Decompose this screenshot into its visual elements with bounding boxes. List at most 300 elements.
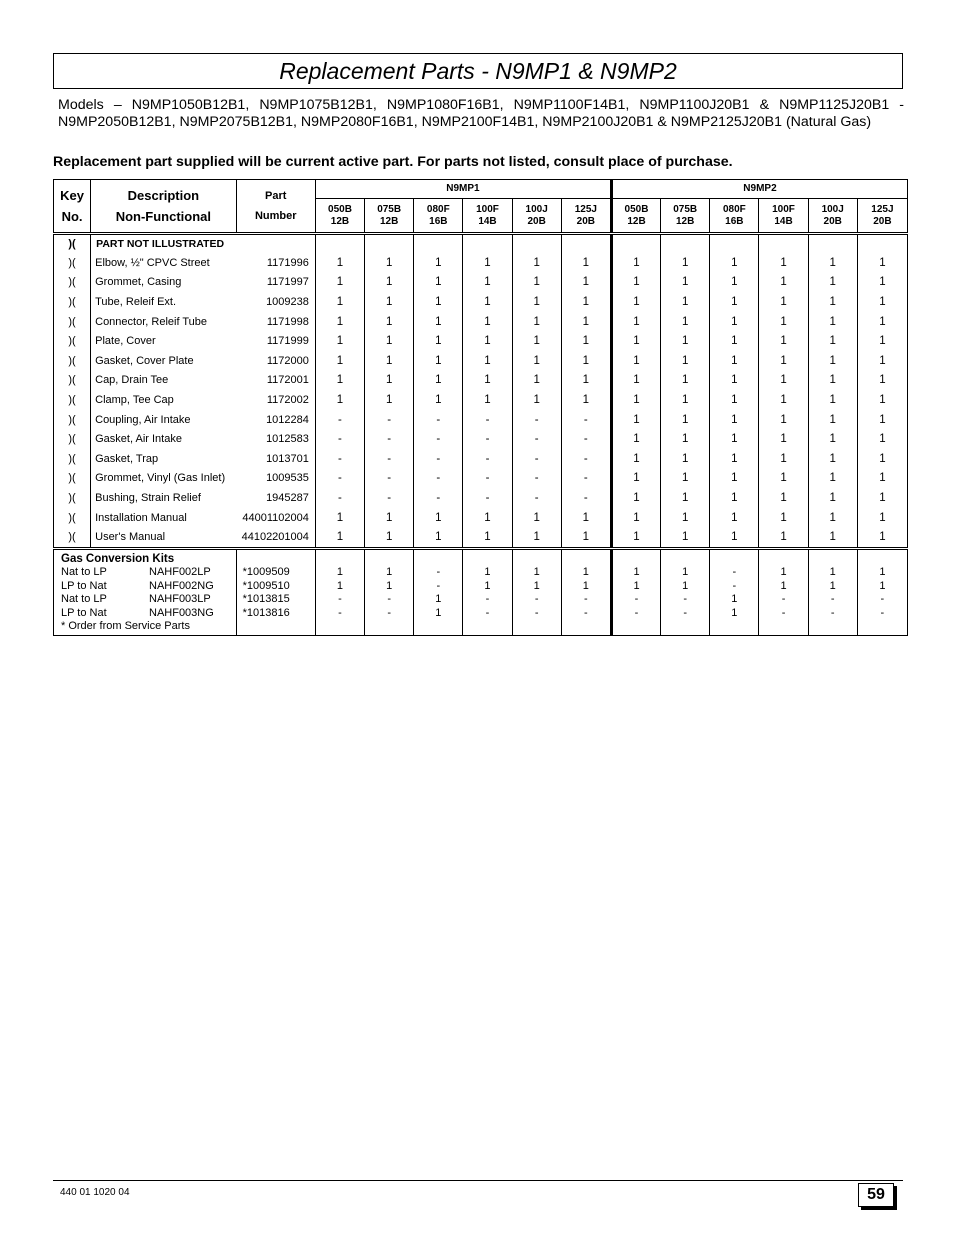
quantity-cell: 1 (808, 488, 857, 508)
page-title: Replacement Parts - N9MP1 & N9MP2 (279, 58, 677, 84)
quantity-cell: 1 (315, 390, 364, 410)
section-row (54, 234, 908, 254)
quantity-cell: 1 (463, 331, 512, 351)
quantity-cell: 1 (710, 253, 759, 273)
quantity-cell: 1 (484, 579, 491, 592)
quantity-cell: 1 (414, 527, 463, 548)
quantity-cell: 1 (808, 253, 857, 273)
model-column-top: 100J (821, 203, 844, 215)
quantity-cell: 1 (829, 566, 836, 579)
quantity-cell: 1 (661, 429, 710, 449)
model-column-header (857, 199, 907, 234)
empty-cell (561, 234, 611, 254)
quantity-cell: 1 (759, 351, 808, 371)
quantity-cell: - (561, 410, 611, 430)
quantity-cell: 1 (315, 312, 364, 332)
quantity-cell: - (414, 410, 463, 430)
table-row (54, 312, 908, 332)
quantity-cell: 1 (561, 508, 611, 528)
model-column-bottom: 16B (429, 215, 448, 227)
quantity-cell: - (880, 606, 885, 619)
quantity-cell: 1 (463, 292, 512, 312)
quantity-cell: - (683, 606, 688, 619)
quantity-cell: 1 (857, 488, 907, 508)
model-column-header (365, 199, 414, 234)
quantity-cell: 1 (661, 331, 710, 351)
quantity-cell: - (512, 469, 561, 489)
quantity-cell: 1 (710, 331, 759, 351)
part-description: Gasket, Cover Plate (95, 354, 194, 367)
gas-kit-quantity-column (414, 548, 463, 635)
quantity-cell: 1 (808, 508, 857, 528)
quantity-cell: 1 (561, 390, 611, 410)
model-column-top: 125J (574, 203, 597, 215)
quantity-cell: - (534, 593, 539, 606)
gas-kit-part-number: *1009510 (242, 579, 290, 592)
quantity-cell: 1 (611, 429, 660, 449)
table-row (54, 390, 908, 410)
page-number: 59 (858, 1183, 894, 1207)
part-number: 1172001 (236, 371, 315, 391)
quantity-cell: - (463, 410, 512, 430)
gas-kit-line (61, 607, 236, 621)
part-number: 1012583 (236, 429, 315, 449)
empty-cell (808, 234, 857, 254)
quantity-cell: 1 (365, 527, 414, 548)
quantity-cell: 1 (512, 371, 561, 391)
part-header-top: Part (265, 190, 287, 202)
quantity-cell: - (732, 579, 737, 592)
quantity-cell: 1 (414, 508, 463, 528)
part-description: Gasket, Trap (95, 452, 159, 465)
quantity-cell: 1 (857, 273, 907, 293)
key-symbol: )( (54, 488, 91, 508)
quantity-cell: 1 (759, 292, 808, 312)
quantity-cell: 1 (661, 527, 710, 548)
supplied-note: Replacement part supplied will be current active part. For parts not listed, consult place of purchase. (53, 154, 733, 170)
quantity-cell: - (315, 449, 364, 469)
quantity-cell: - (436, 566, 441, 579)
quantity-cell: - (512, 488, 561, 508)
quantity-cell: 1 (759, 429, 808, 449)
key-symbol: )( (54, 351, 91, 371)
quantity-cell: 1 (808, 312, 857, 332)
quantity-cell: 1 (780, 579, 787, 592)
description-header-bottom: Non-Functional (115, 209, 212, 224)
model-column-header (561, 199, 611, 234)
model-column-top: 100J (525, 203, 548, 215)
quantity-cell: 1 (315, 292, 364, 312)
quantity-cell: - (463, 429, 512, 449)
part-description: Plate, Cover (95, 335, 156, 348)
quantity-cell: 1 (661, 449, 710, 469)
gas-kit-quantity-column (315, 548, 364, 635)
quantity-cell: 1 (661, 410, 710, 430)
model-column-header (611, 199, 660, 234)
quantity-cell: 1 (611, 390, 660, 410)
quantity-cell: 1 (611, 488, 660, 508)
quantity-cell: 1 (611, 508, 660, 528)
quantity-cell: 1 (731, 606, 738, 619)
quantity-cell: - (561, 449, 611, 469)
quantity-cell: 1 (857, 253, 907, 273)
gas-kit-quantity-column (710, 548, 759, 635)
key-symbol: )( (54, 273, 91, 293)
quantity-cell: 1 (857, 469, 907, 489)
quantity-cell: 1 (365, 371, 414, 391)
quantity-cell: 1 (857, 527, 907, 548)
part-description: Clamp, Tee Cap (95, 393, 174, 406)
part-number: 1945287 (236, 488, 315, 508)
quantity-cell: - (830, 606, 835, 619)
quantity-cell: 1 (759, 508, 808, 528)
gas-kit-quantity-column (661, 548, 710, 635)
table-row (54, 410, 908, 430)
key-symbol: )( (54, 312, 91, 332)
model-column-bottom: 16B (725, 215, 744, 227)
quantity-cell: 1 (414, 351, 463, 371)
table-row (54, 331, 908, 351)
quantity-cell: 1 (661, 253, 710, 273)
gas-conversion-type: Nat to LP (61, 566, 107, 579)
section-label: PART NOT ILLUSTRATED (96, 238, 225, 250)
quantity-cell: 1 (661, 488, 710, 508)
quantity-cell: 1 (561, 273, 611, 293)
quantity-cell: 1 (710, 469, 759, 489)
quantity-cell: 1 (365, 253, 414, 273)
quantity-cell: 1 (512, 390, 561, 410)
gas-kit-quantity-column (512, 548, 561, 635)
quantity-cell: 1 (808, 429, 857, 449)
quantity-cell: - (561, 488, 611, 508)
models-list: – N9MP1050B12B1, N9MP1075B12B1, N9MP1080F16B1, N9MP1100F14B1, N9MP1100J20B1 & N9MP1125J20B1 - N9MP2050B12B1, N9MP2075B12B1, N9MP2080F16B1, N9MP2100F14B1, N9MP2100J20B1 & N9MP2125J20B1 (Natural Gas) (58, 97, 905, 130)
table-row (54, 469, 908, 489)
quantity-cell: - (338, 606, 342, 619)
quantity-cell: 1 (759, 488, 808, 508)
models-paragraph (58, 97, 904, 130)
model-column-top: 125J (871, 203, 894, 215)
quantity-cell: 1 (463, 253, 512, 273)
quantity-cell: 1 (561, 351, 611, 371)
quantity-cell: - (683, 593, 688, 606)
quantity-cell: - (561, 469, 611, 489)
model-column-top: 050B (624, 203, 649, 215)
quantity-cell: - (365, 429, 414, 449)
quantity-cell: 1 (315, 527, 364, 548)
quantity-cell: 1 (611, 331, 660, 351)
quantity-cell: 1 (463, 351, 512, 371)
table-row (54, 508, 908, 528)
key-symbol: )( (54, 429, 91, 449)
group-header-n9mp2: N9MP2 (611, 180, 907, 199)
model-column-top: 075B (673, 203, 698, 215)
quantity-cell: - (534, 606, 539, 619)
part-number: 1009535 (236, 469, 315, 489)
part-number: 1171996 (236, 253, 315, 273)
model-column-header (463, 199, 512, 234)
quantity-cell: 1 (808, 527, 857, 548)
gas-kit-number: NAHF002NG (149, 579, 214, 592)
quantity-cell: 1 (661, 351, 710, 371)
empty-cell (315, 234, 364, 254)
model-column-top: 050B (328, 203, 352, 215)
quantity-cell: 1 (365, 351, 414, 371)
quantity-cell: 1 (710, 508, 759, 528)
quantity-cell: - (634, 593, 639, 606)
quantity-cell: 1 (808, 449, 857, 469)
quantity-cell: 1 (661, 390, 710, 410)
quantity-cell: 1 (611, 527, 660, 548)
model-column-header (414, 199, 463, 234)
quantity-cell: - (315, 488, 364, 508)
quantity-cell: 1 (365, 390, 414, 410)
quantity-cell: 1 (633, 579, 640, 592)
part-description: Elbow, ½" CPVC Street (95, 256, 210, 269)
gas-conversion-type: Nat to LP (61, 593, 107, 606)
empty-cell (463, 234, 512, 254)
part-number: 1171997 (236, 273, 315, 293)
quantity-cell: 1 (829, 579, 836, 592)
quantity-cell: 1 (561, 331, 611, 351)
quantity-cell: - (561, 429, 611, 449)
gas-kit-part-number: *1009509 (242, 566, 290, 579)
quantity-cell: 1 (414, 331, 463, 351)
quantity-cell: 1 (661, 292, 710, 312)
model-column-top: 100F (772, 203, 795, 215)
gas-kit-quantity-column (365, 548, 414, 635)
quantity-cell: 1 (315, 253, 364, 273)
footer-rule (53, 1180, 903, 1181)
quantity-cell: 1 (414, 371, 463, 391)
quantity-cell: 1 (759, 390, 808, 410)
quantity-cell: 1 (710, 371, 759, 391)
quantity-cell: 1 (414, 273, 463, 293)
quantity-cell: 1 (857, 331, 907, 351)
gas-kit-line (61, 593, 236, 607)
quantity-cell: 1 (808, 410, 857, 430)
model-column-bottom: 14B (478, 215, 497, 227)
description-header (91, 180, 237, 234)
gas-kits-label: Gas Conversion Kits (61, 552, 175, 565)
quantity-cell: 1 (710, 449, 759, 469)
quantity-cell: - (436, 579, 441, 592)
quantity-cell: 1 (661, 508, 710, 528)
quantity-cell: 1 (365, 508, 414, 528)
model-column-bottom: 12B (627, 215, 646, 227)
table-header-row (54, 180, 908, 199)
quantity-cell: 1 (315, 351, 364, 371)
quantity-cell: - (315, 429, 364, 449)
quantity-cell: 1 (808, 469, 857, 489)
quantity-cell: 1 (759, 371, 808, 391)
quantity-cell: 1 (611, 410, 660, 430)
quantity-cell: - (485, 593, 490, 606)
table-row (54, 488, 908, 508)
quantity-cell: 1 (661, 469, 710, 489)
key-symbol: )( (54, 371, 91, 391)
quantity-cell: 1 (633, 566, 640, 579)
quantity-cell: 1 (759, 469, 808, 489)
key-symbol: )( (54, 292, 91, 312)
quantity-cell: - (414, 469, 463, 489)
gas-kit-number: NAHF003NG (149, 606, 214, 619)
quantity-cell: - (414, 488, 463, 508)
quantity-cell: 1 (315, 273, 364, 293)
key-symbol: )( (54, 253, 91, 273)
empty-cell (710, 234, 759, 254)
quantity-cell: 1 (533, 579, 540, 592)
quantity-cell: 1 (463, 508, 512, 528)
quantity-cell: 1 (808, 331, 857, 351)
quantity-cell: 1 (857, 371, 907, 391)
gas-kit-part-numbers (236, 548, 315, 635)
part-header-bottom: Number (254, 210, 297, 222)
quantity-cell: 1 (611, 292, 660, 312)
key-symbol: )( (54, 410, 91, 430)
quantity-cell: 1 (582, 566, 589, 579)
quantity-cell: 1 (463, 273, 512, 293)
quantity-cell: 1 (682, 579, 689, 592)
quantity-cell: 1 (365, 331, 414, 351)
model-column-top: 075B (377, 203, 402, 215)
gas-kit-quantity-column (857, 548, 907, 635)
quantity-cell: 1 (710, 292, 759, 312)
gas-kit-part-number: *1013816 (242, 606, 290, 619)
footer-document-code: 440 01 1020 04 (60, 1187, 130, 1198)
quantity-cell: - (781, 593, 786, 606)
model-column-header (759, 199, 808, 234)
quantity-cell: 1 (808, 390, 857, 410)
gas-kits-note: * Order from Service Parts (61, 620, 190, 633)
empty-cell (857, 234, 907, 254)
table-row (54, 449, 908, 469)
empty-cell (661, 234, 710, 254)
key-symbol: )( (54, 331, 91, 351)
key-symbol: )( (54, 449, 91, 469)
parts-table-body (54, 180, 908, 636)
quantity-cell: 1 (512, 351, 561, 371)
quantity-cell: 1 (759, 331, 808, 351)
table-row (54, 429, 908, 449)
quantity-cell: 1 (386, 579, 393, 592)
quantity-cell: - (512, 449, 561, 469)
key-header-top: Key (60, 188, 84, 203)
quantity-cell: 1 (759, 527, 808, 548)
key-symbol: )( (54, 508, 91, 528)
group-header-n9mp1: N9MP1 (315, 180, 611, 199)
quantity-cell: 1 (463, 390, 512, 410)
quantity-cell: 1 (759, 410, 808, 430)
quantity-cell: 1 (857, 449, 907, 469)
quantity-cell: 1 (710, 273, 759, 293)
quantity-cell: - (463, 449, 512, 469)
quantity-cell: 1 (365, 312, 414, 332)
quantity-cell: - (512, 410, 561, 430)
quantity-cell: - (365, 410, 414, 430)
quantity-cell: 1 (365, 273, 414, 293)
gas-kit-quantity-column (463, 548, 512, 635)
empty-cell (414, 234, 463, 254)
part-description: Tube, Releif Ext. (95, 295, 177, 308)
quantity-cell: - (584, 606, 588, 619)
table-row (54, 273, 908, 293)
quantity-cell: 1 (710, 390, 759, 410)
quantity-cell: 1 (561, 253, 611, 273)
part-number: 1171998 (236, 312, 315, 332)
quantity-cell: - (414, 429, 463, 449)
quantity-cell: - (781, 606, 786, 619)
quantity-cell: 1 (611, 351, 660, 371)
model-column-bottom: 12B (676, 215, 695, 227)
quantity-cell: 1 (512, 527, 561, 548)
quantity-cell: 1 (857, 390, 907, 410)
gas-conversion-kits-row (54, 548, 908, 635)
empty-cell (611, 234, 660, 254)
quantity-cell: 1 (710, 351, 759, 371)
quantity-cell: 1 (759, 273, 808, 293)
key-symbol: )( (54, 390, 91, 410)
part-number: 1171999 (236, 331, 315, 351)
part-number: 1172000 (236, 351, 315, 371)
part-number: 1013701 (236, 449, 315, 469)
quantity-cell: 1 (759, 253, 808, 273)
part-description: Installation Manual (95, 511, 187, 524)
quantity-cell: - (463, 488, 512, 508)
part-number: 44001102004 (236, 508, 315, 528)
quantity-cell: 1 (808, 273, 857, 293)
gas-kit-quantity-column (759, 548, 808, 635)
quantity-cell: 1 (879, 566, 886, 579)
quantity-cell: 1 (611, 253, 660, 273)
key-symbol: )( (54, 527, 91, 548)
quantity-cell: 1 (611, 449, 660, 469)
key-header (54, 180, 91, 234)
quantity-cell: 1 (808, 292, 857, 312)
model-column-bottom: 20B (823, 215, 842, 227)
quantity-cell: - (414, 449, 463, 469)
table-row (54, 292, 908, 312)
quantity-cell: 1 (512, 312, 561, 332)
part-description: Gasket, Air Intake (95, 433, 182, 446)
quantity-cell: 1 (561, 527, 611, 548)
part-number: 1009238 (236, 292, 315, 312)
quantity-cell: 1 (463, 312, 512, 332)
model-column-header (661, 199, 710, 234)
quantity-cell: 1 (315, 371, 364, 391)
model-column-bottom: 20B (873, 215, 892, 227)
part-description: Grommet, Casing (95, 276, 182, 289)
quantity-cell: 1 (857, 351, 907, 371)
empty-cell (365, 234, 414, 254)
empty-cell (759, 234, 808, 254)
quantity-cell: 1 (710, 429, 759, 449)
quantity-cell: 1 (414, 390, 463, 410)
quantity-cell: 1 (759, 449, 808, 469)
table-row (54, 527, 908, 548)
gas-conversion-type: LP to Nat (61, 606, 107, 619)
quantity-cell: 1 (512, 292, 561, 312)
quantity-cell: 1 (710, 488, 759, 508)
quantity-cell: 1 (661, 273, 710, 293)
part-description: Bushing, Strain Relief (95, 491, 201, 504)
quantity-cell: 1 (661, 312, 710, 332)
quantity-cell: 1 (336, 566, 344, 579)
quantity-cell: 1 (582, 579, 589, 592)
quantity-cell: 1 (463, 371, 512, 391)
gas-kit-line (61, 566, 236, 580)
quantity-cell: 1 (857, 312, 907, 332)
model-column-header (512, 199, 561, 234)
